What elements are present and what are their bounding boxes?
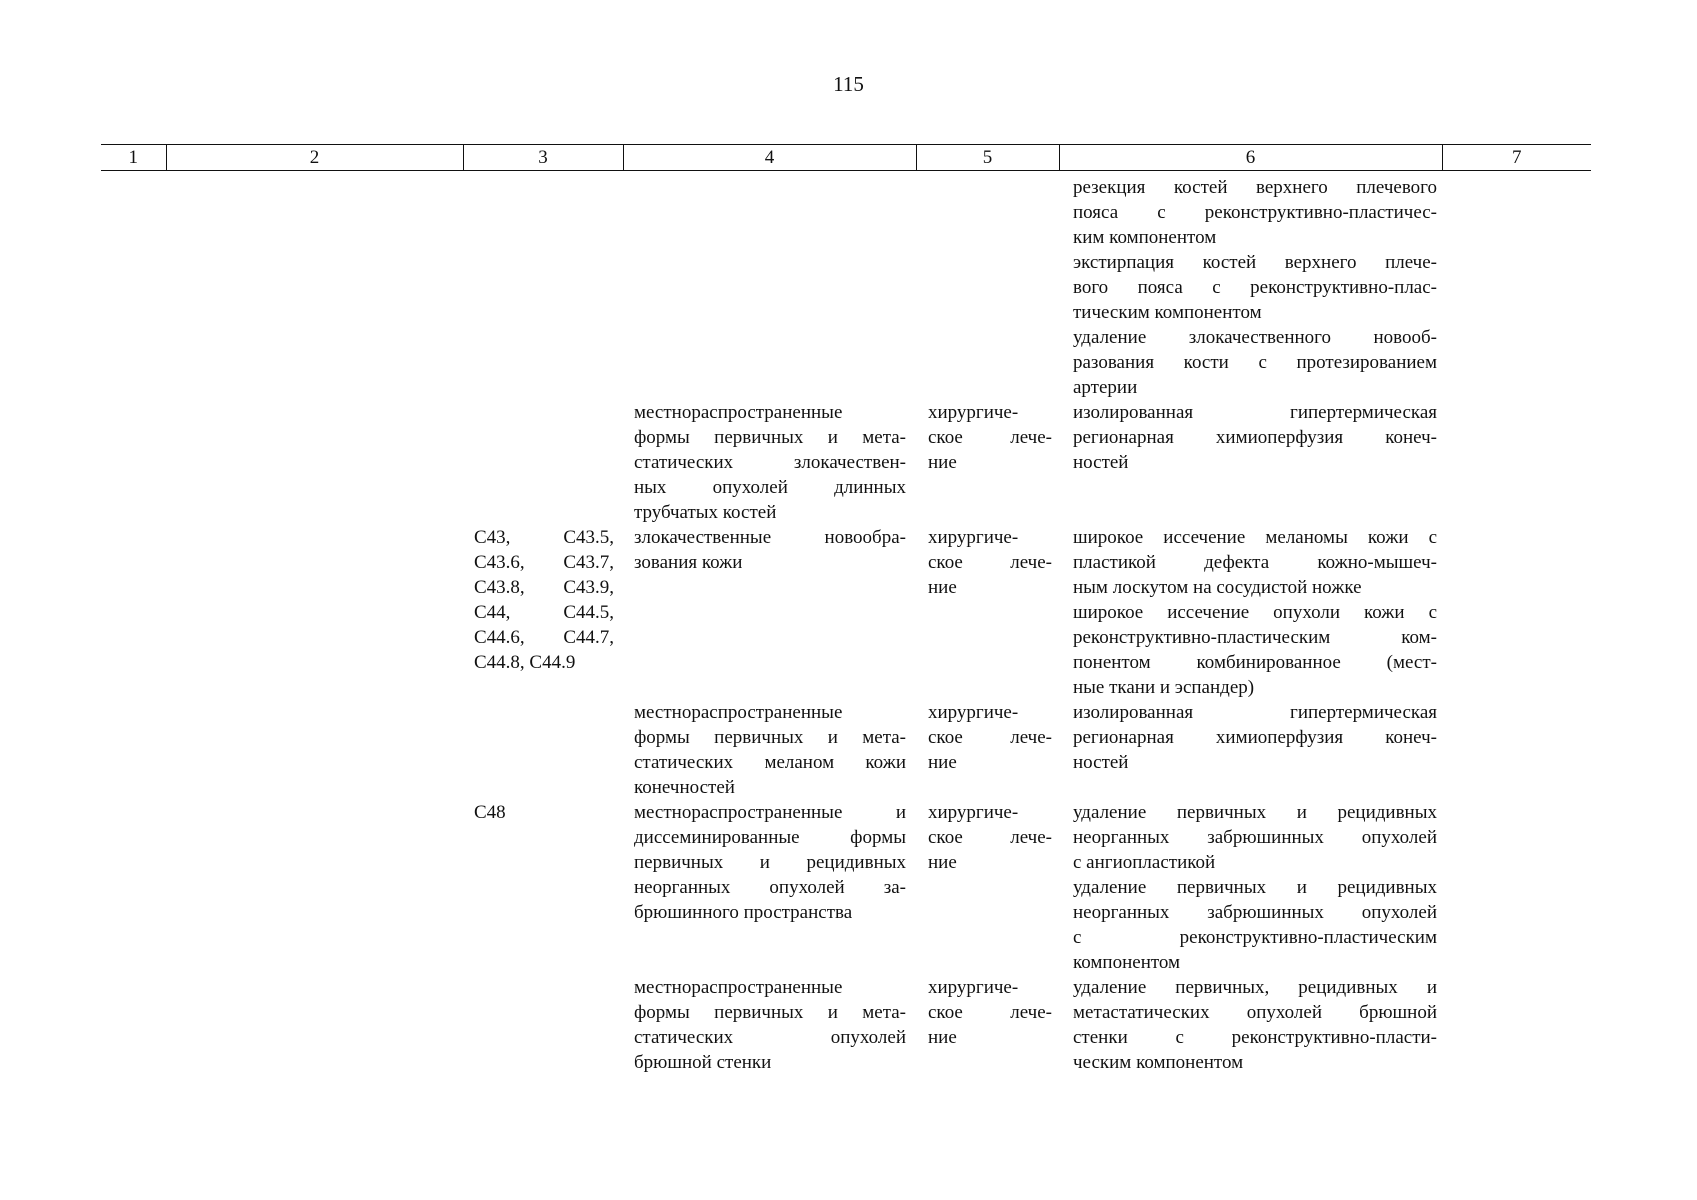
text-line: стенки с реконструктивно-пласти-: [1073, 1027, 1437, 1048]
text-line: ким компонентом: [1073, 227, 1217, 248]
column-number: 7: [1442, 145, 1591, 171]
header-row: [101, 145, 1591, 171]
column-number: 5: [916, 145, 1059, 171]
diagnosis-cell: [634, 700, 906, 800]
text-line: широкое иссечение опухоли кожи с: [1073, 602, 1437, 623]
text-line: диссеминированные формы: [634, 827, 906, 848]
column-number: 4: [623, 145, 916, 171]
text-line: C43.8, C43.9,: [474, 577, 614, 598]
text-line: злокачественные новообра-: [634, 527, 906, 548]
codes-cell: [474, 800, 614, 825]
text-line: хирургиче-: [928, 402, 1019, 423]
text-line: местнораспространенные: [634, 702, 843, 723]
text-line: первичных и рецидивных: [634, 852, 906, 873]
text-line: ние: [928, 752, 957, 773]
text-line: компонентом: [1073, 952, 1181, 973]
diagnosis-cell: [634, 800, 906, 925]
text-line: с ангиопластикой: [1073, 852, 1216, 873]
text-line: C43, C43.5,: [474, 527, 614, 548]
text-line: ское лече-: [928, 827, 1052, 848]
text-line: ным лоскутом на сосудистой ножке: [1073, 577, 1362, 598]
text-line: широкое иссечение меланомы кожи с: [1073, 527, 1437, 548]
text-line: ское лече-: [928, 552, 1052, 573]
text-line: реконструктивно-пластическим ком-: [1073, 627, 1437, 648]
text-line: ние: [928, 1027, 957, 1048]
text-line: регионарная химиоперфузия конеч-: [1073, 427, 1437, 448]
text-line: экстирпация костей верхнего плече-: [1073, 252, 1437, 273]
diagnosis-cell: [634, 975, 906, 1075]
text-line: метастатических опухолей брюшной: [1073, 1002, 1437, 1023]
text-line: статических опухолей: [634, 1027, 906, 1048]
text-line: C44.8, C44.9: [474, 652, 576, 673]
text-line: удаление злокачественного новооб-: [1073, 327, 1437, 348]
text-line: с реконструктивно-пластическим: [1073, 927, 1437, 948]
text-line: статических злокачествен-: [634, 452, 906, 473]
text-line: неорганных забрюшинных опухолей: [1073, 902, 1437, 923]
text-line: C44.6, C44.7,: [474, 627, 614, 648]
text-line: изолированная гипертермическая: [1073, 702, 1437, 723]
text-line: удаление первичных и рецидивных: [1073, 802, 1437, 823]
text-line: местнораспространенные и: [634, 802, 906, 823]
methods-cell: [1073, 800, 1437, 975]
methods-cell: [1073, 975, 1437, 1075]
diagnosis-cell: [634, 400, 906, 525]
text-line: ностей: [1073, 452, 1129, 473]
text-line: ское лече-: [928, 1002, 1052, 1023]
column-number: 3: [463, 145, 623, 171]
text-line: C44, C44.5,: [474, 602, 614, 623]
text-line: ных опухолей длинных: [634, 477, 906, 498]
text-line: пластикой дефекта кожно-мышеч-: [1073, 552, 1437, 573]
text-line: ское лече-: [928, 727, 1052, 748]
text-line: формы первичных и мета-: [634, 1002, 906, 1023]
column-number: 1: [101, 145, 166, 171]
page-number: 115: [833, 72, 864, 96]
text-line: изолированная гипертермическая: [1073, 402, 1437, 423]
methods-cell: [1073, 400, 1437, 475]
text-line: формы первичных и мета-: [634, 727, 906, 748]
text-line: формы первичных и мета-: [634, 427, 906, 448]
text-line: хирургиче-: [928, 802, 1019, 823]
text-line: статических меланом кожи: [634, 752, 906, 773]
text-line: ние: [928, 852, 957, 873]
text-line: трубчатых костей: [634, 502, 777, 523]
text-line: ные ткани и эспандер): [1073, 677, 1255, 698]
text-line: местнораспространенные: [634, 977, 843, 998]
text-line: C48: [474, 802, 506, 823]
text-line: регионарная химиоперфузия конеч-: [1073, 727, 1437, 748]
text-line: ческим компонентом: [1073, 1052, 1244, 1073]
diagnosis-cell: [634, 525, 906, 575]
text-line: C43.6, C43.7,: [474, 552, 614, 573]
methods-cell: [1073, 700, 1437, 775]
text-line: тическим компонентом: [1073, 302, 1262, 323]
text-line: хирургиче-: [928, 702, 1019, 723]
text-line: зования кожи: [634, 552, 743, 573]
text-line: артерии: [1073, 377, 1138, 398]
text-line: удаление первичных и рецидивных: [1073, 877, 1437, 898]
text-line: брюшинного пространства: [634, 902, 853, 923]
text-line: брюшной стенки: [634, 1052, 772, 1073]
text-line: разования кости с протезированием: [1073, 352, 1437, 373]
text-line: пояса с реконструктивно-пластичес-: [1073, 202, 1437, 223]
text-line: конечностей: [634, 777, 735, 798]
column-number-header: [101, 144, 1591, 171]
text-line: неорганных забрюшинных опухолей: [1073, 827, 1437, 848]
methods-cell: [1073, 525, 1437, 700]
text-line: местнораспространенные: [634, 402, 843, 423]
text-line: хирургиче-: [928, 977, 1019, 998]
text-line: ское лече-: [928, 427, 1052, 448]
text-line: резекция костей верхнего плечевого: [1073, 177, 1437, 198]
text-line: ние: [928, 577, 957, 598]
methods-cell: [1073, 175, 1437, 400]
codes-cell: [474, 525, 614, 675]
column-number: 2: [166, 145, 463, 171]
text-line: вого пояса с реконструктивно-плас-: [1073, 277, 1437, 298]
treatment-cell: [928, 400, 1052, 475]
treatment-cell: [928, 700, 1052, 775]
text-line: ние: [928, 452, 957, 473]
treatment-cell: [928, 800, 1052, 875]
text-line: понентом комбинированное (мест-: [1073, 652, 1437, 673]
text-line: неорганных опухолей за-: [634, 877, 906, 898]
column-number: 6: [1059, 145, 1442, 171]
text-line: хирургиче-: [928, 527, 1019, 548]
text-line: ностей: [1073, 752, 1129, 773]
treatment-cell: [928, 525, 1052, 600]
treatment-cell: [928, 975, 1052, 1050]
text-line: удаление первичных, рецидивных и: [1073, 977, 1437, 998]
